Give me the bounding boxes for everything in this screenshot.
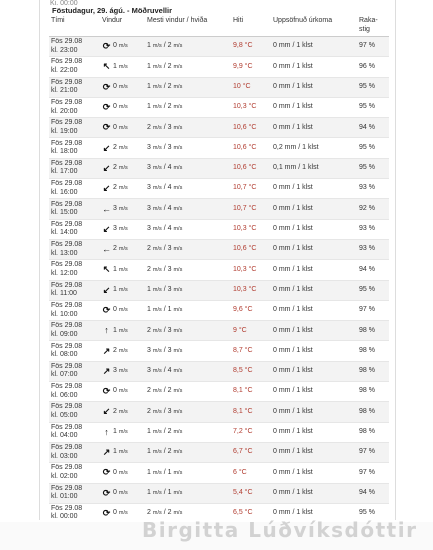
temperature-cell: 9,6 °C — [231, 300, 271, 320]
table-row — [49, 57, 389, 77]
table-row — [49, 199, 389, 219]
hour: kl. 20:00 — [51, 107, 78, 115]
hour: kl. 06:00 — [51, 391, 78, 399]
date: Fös 29.08 — [51, 362, 83, 370]
time-cell — [49, 57, 100, 77]
column-header-gust: Mesti vindur / hviða — [145, 16, 231, 37]
time-cell — [49, 118, 100, 138]
time-cell — [49, 260, 100, 280]
hour: kl. 17:00 — [51, 168, 78, 176]
table-row — [49, 442, 389, 462]
temperature-cell: 8,5 °C — [231, 361, 271, 381]
gust-cell: 1 m/s / 1 m/s — [145, 300, 231, 320]
time-cell — [49, 179, 100, 199]
variable-wind-icon: ⟳ — [102, 467, 111, 478]
temperature-cell: 6 °C — [231, 463, 271, 483]
table-row — [49, 158, 389, 178]
day-title: Föstudagur, 29. ágú. - Möðruvellir — [52, 6, 173, 15]
precipitation-cell: 0 mm / 1 klst — [271, 483, 357, 503]
table-row — [49, 361, 389, 381]
wind-cell — [100, 57, 145, 77]
table-row — [49, 138, 389, 158]
temperature-cell: 9,8 °C — [231, 37, 271, 57]
gust-cell: 3 m/s / 4 m/s — [145, 361, 231, 381]
temperature-cell: 10,7 °C — [231, 199, 271, 219]
gust-cell: 1 m/s / 1 m/s — [145, 483, 231, 503]
gust-cell: 3 m/s / 4 m/s — [145, 219, 231, 239]
temperature-cell: 10,7 °C — [231, 179, 271, 199]
wind-cell — [100, 118, 145, 138]
hour: kl. 14:00 — [51, 229, 78, 237]
wind-cell — [100, 382, 145, 402]
humidity-cell: 98 % — [357, 422, 389, 442]
humidity-cell: 97 % — [357, 300, 389, 320]
arrow-up-right-icon: ↗ — [102, 447, 111, 458]
table-row — [49, 422, 389, 442]
watermark: Birgitta Lúðvíksdóttir — [142, 518, 418, 542]
temperature-cell: 6,7 °C — [231, 442, 271, 462]
wind-cell — [100, 280, 145, 300]
wind-speed: 0 m/s — [113, 468, 128, 476]
date: Fös 29.08 — [51, 58, 83, 66]
time-cell — [49, 77, 100, 97]
date: Fös 29.08 — [51, 403, 83, 411]
time-cell — [49, 300, 100, 320]
wind-cell — [100, 422, 145, 442]
wind-cell — [100, 402, 145, 422]
temperature-cell: 10,6 °C — [231, 118, 271, 138]
humidity-cell: 94 % — [357, 483, 389, 503]
hour: kl. 13:00 — [51, 249, 78, 257]
wind-cell — [100, 199, 145, 219]
humidity-cell: 97 % — [357, 37, 389, 57]
gust-cell: 1 m/s / 2 m/s — [145, 442, 231, 462]
wind-cell — [100, 442, 145, 462]
column-header-humidity: Raka-stig — [357, 16, 389, 37]
wind-cell — [100, 37, 145, 57]
date: Fös 29.08 — [51, 281, 83, 289]
wind-cell — [100, 463, 145, 483]
wind-speed: 2 m/s — [113, 407, 128, 415]
temperature-cell: 9,9 °C — [231, 57, 271, 77]
precipitation-cell: 0 mm / 1 klst — [271, 57, 357, 77]
table-row — [49, 382, 389, 402]
wind-speed: 2 m/s — [113, 184, 128, 192]
wind-cell — [100, 341, 145, 361]
precipitation-cell: 0 mm / 1 klst — [271, 239, 357, 259]
time-cell — [49, 280, 100, 300]
precipitation-cell: 0 mm / 1 klst — [271, 341, 357, 361]
hour: kl. 15:00 — [51, 209, 78, 217]
time-cell — [49, 463, 100, 483]
wind-speed: 1 m/s — [113, 428, 128, 436]
arrow-down-left-icon: ↙ — [102, 142, 111, 153]
humidity-cell: 95 % — [357, 97, 389, 117]
time-cell — [49, 138, 100, 158]
humidity-cell: 98 % — [357, 321, 389, 341]
date: Fös 29.08 — [51, 78, 83, 86]
humidity-cell: 98 % — [357, 402, 389, 422]
date: Fös 29.08 — [51, 180, 83, 188]
gust-cell: 3 m/s / 4 m/s — [145, 199, 231, 219]
arrow-up-icon: ↑ — [104, 426, 109, 437]
precipitation-cell: 0,1 mm / 1 klst — [271, 158, 357, 178]
time-cell — [49, 422, 100, 442]
temperature-cell: 10,3 °C — [231, 260, 271, 280]
hour: kl. 07:00 — [51, 371, 78, 379]
wind-speed: 1 m/s — [113, 285, 128, 293]
variable-wind-icon: ⟳ — [102, 305, 111, 315]
precipitation-cell: 0 mm / 1 klst — [271, 321, 357, 341]
time-cell — [49, 321, 100, 341]
date: Fös 29.08 — [51, 261, 83, 269]
gust-cell: 3 m/s / 4 m/s — [145, 179, 231, 199]
precipitation-cell: 0 mm / 1 klst — [271, 422, 357, 442]
table-row — [49, 260, 389, 280]
hour: kl. 08:00 — [51, 351, 78, 359]
wind-speed: 0 m/s — [113, 123, 128, 131]
humidity-cell: 95 % — [357, 158, 389, 178]
table-header-row — [49, 16, 389, 37]
variable-wind-icon: ⟳ — [102, 386, 111, 397]
precipitation-cell: 0 mm / 1 klst — [271, 199, 357, 219]
precipitation-cell: 0 mm / 1 klst — [271, 179, 357, 199]
humidity-cell: 95 % — [357, 77, 389, 97]
precipitation-cell: 0 mm / 1 klst — [271, 77, 357, 97]
gust-cell: 2 m/s / 3 m/s — [145, 118, 231, 138]
arrow-down-left-icon: ↙ — [102, 406, 111, 417]
time-cell — [49, 442, 100, 462]
table-row — [49, 483, 389, 503]
wind-cell — [100, 361, 145, 381]
wind-speed: 0 m/s — [113, 387, 128, 395]
wind-speed: 0 m/s — [113, 306, 128, 314]
gust-cell: 2 m/s / 3 m/s — [145, 321, 231, 341]
date: Fös 29.08 — [51, 322, 83, 330]
date: Fös 29.08 — [51, 383, 83, 391]
time-cell — [49, 239, 100, 259]
wind-speed: 3 m/s — [113, 225, 128, 233]
hour: kl. 12:00 — [51, 269, 78, 277]
table-row — [49, 341, 389, 361]
gust-cell: 1 m/s / 2 m/s — [145, 57, 231, 77]
date: Fös 29.08 — [51, 200, 83, 208]
precipitation-cell: 0 mm / 1 klst — [271, 37, 357, 57]
wind-cell — [100, 219, 145, 239]
hour: kl. 01:00 — [51, 493, 78, 501]
arrow-down-left-icon: ↙ — [102, 223, 111, 234]
wind-speed: 2 m/s — [113, 245, 128, 253]
hour: kl. 09:00 — [51, 330, 78, 338]
precipitation-cell: 0 mm / 1 klst — [271, 442, 357, 462]
humidity-cell: 98 % — [357, 341, 389, 361]
hour: kl. 16:00 — [51, 188, 78, 196]
time-cell — [49, 37, 100, 57]
date: Fös 29.08 — [51, 38, 83, 46]
table-row — [49, 300, 389, 320]
gust-cell: 1 m/s / 1 m/s — [145, 463, 231, 483]
hour: kl. 18:00 — [51, 148, 78, 156]
hour: kl. 21:00 — [51, 87, 78, 95]
wind-speed: 2 m/s — [113, 346, 128, 354]
hour: kl. 00:00 — [51, 513, 78, 521]
variable-wind-icon: ⟳ — [102, 81, 111, 92]
precipitation-cell: 0 mm / 1 klst — [271, 219, 357, 239]
date: Fös 29.08 — [51, 159, 83, 167]
precipitation-cell: 0 mm / 1 klst — [271, 118, 357, 138]
hour: kl. 11:00 — [51, 290, 77, 298]
date: Fös 29.08 — [51, 444, 83, 452]
arrow-left-icon: ← — [102, 244, 111, 255]
date: Fös 29.08 — [51, 241, 83, 249]
column-header-wind: Vindur — [100, 16, 145, 37]
humidity-cell: 92 % — [357, 199, 389, 219]
gust-cell: 2 m/s / 2 m/s — [145, 382, 231, 402]
wind-cell — [100, 503, 145, 523]
wind-speed: 0 m/s — [113, 42, 128, 50]
hour: kl. 05:00 — [51, 411, 78, 419]
arrow-down-left-icon: ↙ — [102, 162, 111, 173]
precipitation-cell: 0 mm / 1 klst — [271, 97, 357, 117]
time-cell — [49, 382, 100, 402]
table-row — [49, 97, 389, 117]
wind-cell — [100, 300, 145, 320]
previous-day-stub: Ki. 00:00 — [50, 0, 78, 7]
time-cell — [49, 341, 100, 361]
time-cell — [49, 503, 100, 523]
precipitation-cell: 0 mm / 1 klst — [271, 361, 357, 381]
table-row — [49, 402, 389, 422]
wind-speed: 2 m/s — [113, 164, 128, 172]
arrow-up-right-icon: ↗ — [102, 345, 111, 356]
variable-wind-icon: ⟳ — [102, 102, 111, 113]
temperature-cell: 6,5 °C — [231, 503, 271, 523]
table-row — [49, 239, 389, 259]
temperature-cell: 10,3 °C — [231, 219, 271, 239]
date: Fös 29.08 — [51, 504, 83, 512]
humidity-cell: 93 % — [357, 179, 389, 199]
gust-cell: 2 m/s / 2 m/s — [145, 503, 231, 523]
humidity-cell: 97 % — [357, 442, 389, 462]
table-row — [49, 463, 389, 483]
table-row — [49, 280, 389, 300]
gust-cell: 1 m/s / 2 m/s — [145, 37, 231, 57]
humidity-cell: 93 % — [357, 239, 389, 259]
precipitation-cell: 0 mm / 1 klst — [271, 280, 357, 300]
gust-cell: 3 m/s / 4 m/s — [145, 158, 231, 178]
table-row — [49, 321, 389, 341]
humidity-cell: 95 % — [357, 503, 389, 523]
hour: kl. 23:00 — [51, 46, 78, 54]
date: Fös 29.08 — [51, 342, 83, 350]
temperature-cell: 10,6 °C — [231, 158, 271, 178]
humidity-cell: 98 % — [357, 361, 389, 381]
gust-cell: 2 m/s / 3 m/s — [145, 402, 231, 422]
table-row — [49, 37, 389, 57]
forecast-table — [49, 16, 389, 524]
gust-cell: 1 m/s / 2 m/s — [145, 77, 231, 97]
table-row — [49, 77, 389, 97]
temperature-cell: 10,6 °C — [231, 138, 271, 158]
variable-wind-icon: ⟳ — [102, 122, 111, 133]
hour: kl. 19:00 — [51, 127, 78, 135]
wind-cell — [100, 483, 145, 503]
humidity-cell: 97 % — [357, 463, 389, 483]
gust-cell: 3 m/s / 3 m/s — [145, 341, 231, 361]
precipitation-cell: 0 mm / 1 klst — [271, 382, 357, 402]
wind-speed: 2 m/s — [113, 143, 128, 151]
table-row — [49, 179, 389, 199]
date: Fös 29.08 — [51, 99, 83, 107]
humidity-cell: 95 % — [357, 138, 389, 158]
wind-cell — [100, 77, 145, 97]
hour: kl. 03:00 — [51, 452, 78, 460]
time-cell — [49, 219, 100, 239]
column-header-precipitation: Uppsöfnuð úrkoma — [271, 16, 357, 37]
wind-speed: 1 m/s — [113, 265, 128, 273]
time-cell — [49, 97, 100, 117]
wind-speed: 0 m/s — [113, 488, 128, 496]
date: Fös 29.08 — [51, 484, 83, 492]
variable-wind-icon: ⟳ — [102, 487, 111, 498]
humidity-cell: 95 % — [357, 280, 389, 300]
date: Fös 29.08 — [51, 220, 83, 228]
wind-speed: 1 m/s — [113, 62, 128, 70]
arrow-down-left-icon: ↙ — [102, 183, 111, 194]
temperature-cell: 10,3 °C — [231, 280, 271, 300]
wind-speed: 3 m/s — [113, 367, 128, 375]
humidity-cell: 94 % — [357, 260, 389, 280]
gust-cell: 1 m/s / 3 m/s — [145, 280, 231, 300]
wind-cell — [100, 158, 145, 178]
temperature-cell: 10 °C — [231, 77, 271, 97]
date: Fös 29.08 — [51, 139, 83, 147]
arrow-down-left-icon: ↙ — [102, 284, 111, 295]
wind-cell — [100, 260, 145, 280]
time-cell — [49, 483, 100, 503]
humidity-cell: 96 % — [357, 57, 389, 77]
gust-cell: 3 m/s / 3 m/s — [145, 138, 231, 158]
gust-cell: 1 m/s / 2 m/s — [145, 97, 231, 117]
column-header-time: Tími — [49, 16, 100, 37]
wind-speed: 1 m/s — [113, 448, 128, 456]
variable-wind-icon: ⟳ — [102, 507, 111, 518]
humidity-cell: 94 % — [357, 118, 389, 138]
temperature-cell: 8,7 °C — [231, 341, 271, 361]
temperature-cell: 5,4 °C — [231, 483, 271, 503]
arrow-up-left-icon: ↖ — [102, 61, 111, 72]
precipitation-cell: 0 mm / 1 klst — [271, 260, 357, 280]
date: Fös 29.08 — [51, 302, 83, 309]
wind-speed: 0 m/s — [113, 82, 128, 90]
time-cell — [49, 361, 100, 381]
table-row — [49, 118, 389, 138]
variable-wind-icon: ⟳ — [102, 41, 111, 52]
precipitation-cell: 0 mm / 1 klst — [271, 402, 357, 422]
humidity-cell: 98 % — [357, 382, 389, 402]
wind-cell — [100, 321, 145, 341]
wind-cell — [100, 97, 145, 117]
date: Fös 29.08 — [51, 423, 83, 431]
arrow-left-icon: ← — [102, 203, 111, 214]
arrow-up-right-icon: ↗ — [102, 365, 111, 376]
temperature-cell: 10,3 °C — [231, 97, 271, 117]
wind-speed: 0 m/s — [113, 509, 128, 517]
arrow-up-icon: ↑ — [104, 325, 109, 336]
precipitation-cell: 0 mm / 1 klst — [271, 463, 357, 483]
precipitation-cell: 0,2 mm / 1 klst — [271, 138, 357, 158]
date: Fös 29.08 — [51, 119, 83, 127]
wind-speed: 0 m/s — [113, 103, 128, 111]
arrow-up-left-icon: ↖ — [102, 264, 111, 275]
hour: kl. 22:00 — [51, 66, 78, 74]
wind-cell — [100, 239, 145, 259]
wind-cell — [100, 138, 145, 158]
wind-cell — [100, 179, 145, 199]
gust-cell: 2 m/s / 3 m/s — [145, 260, 231, 280]
gust-cell: 2 m/s / 3 m/s — [145, 239, 231, 259]
hour: kl. 04:00 — [51, 432, 78, 440]
time-cell — [49, 199, 100, 219]
hour: kl. 10:00 — [51, 310, 78, 318]
temperature-cell: 8,1 °C — [231, 382, 271, 402]
precipitation-cell: 0 mm / 1 klst — [271, 300, 357, 320]
table-row — [49, 219, 389, 239]
time-cell — [49, 402, 100, 422]
wind-speed: 1 m/s — [113, 326, 128, 334]
humidity-cell: 93 % — [357, 219, 389, 239]
precipitation-cell: 0 mm / 1 klst — [271, 503, 357, 523]
wind-speed: 3 m/s — [113, 204, 128, 212]
temperature-cell: 8,1 °C — [231, 402, 271, 422]
time-cell — [49, 158, 100, 178]
temperature-cell: 9 °C — [231, 321, 271, 341]
column-header-temperature: Hiti — [231, 16, 271, 37]
temperature-cell: 10,6 °C — [231, 239, 271, 259]
hour: kl. 02:00 — [51, 472, 78, 480]
gust-cell: 1 m/s / 2 m/s — [145, 422, 231, 442]
date: Fös 29.08 — [51, 464, 83, 472]
temperature-cell: 7,2 °C — [231, 422, 271, 442]
